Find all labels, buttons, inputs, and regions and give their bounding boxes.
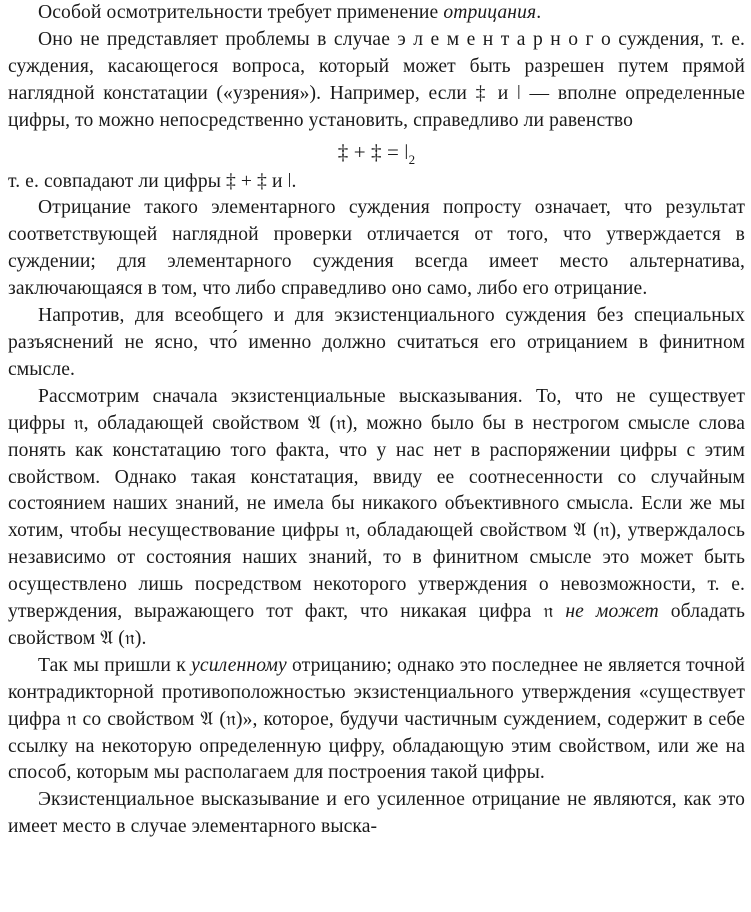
emphasis-text: не может — [565, 601, 659, 623]
paragraph — [8, 169, 745, 196]
paragraph — [8, 653, 745, 788]
paragraph-text: Экзистенциальное высказывание и его усиленное отрицание не являются, как это имеет место в случае элементарного выска- — [8, 789, 745, 838]
paragraph — [8, 195, 745, 303]
paragraph-text: Особой осмотрительности требует применение — [38, 2, 444, 23]
paragraph-text: . — [536, 2, 542, 23]
text-block-before-formula — [8, 0, 745, 135]
equation-subscript: 2 — [408, 151, 416, 167]
paragraph-text: отрицанию; однако это последнее не является точной контрадикторной противоположностью экзистенциального утверждения «существует цифра 𝔫 со свойством 𝔄 (𝔫)», которое, будучи частичным суждением, содержит в себе ссылку на некоторую определенную цифру, обладающую этим свойством, или же на способ, которым мы располагаем для построения такой цифры. — [8, 654, 745, 784]
paragraph-text: обладать свойством 𝔄 (𝔫). — [8, 601, 745, 649]
paragraph-text: Так мы пришли к — [38, 654, 192, 676]
paragraph — [8, 787, 745, 841]
paragraph-text: Отрицание такого элементарного суждения попросту означает, что результат соответствующей наглядной проверки отличается от того, что утверждается в суждении; для элементарного суждения всегда имеет место альтернатива, заключающаяся в том, что либо справедливо оно само, либо его отрицание. — [8, 197, 745, 300]
paragraph — [8, 384, 745, 653]
paragraph — [8, 27, 745, 135]
text-block-after-formula — [8, 169, 745, 842]
paragraph — [8, 0, 745, 27]
paragraph — [8, 303, 745, 384]
emphasis-text: усиленному — [191, 654, 287, 676]
paragraph-text: т. е. совпадают ли цифры ‡ + ‡ и ǀ. — [8, 170, 297, 192]
paragraph-text: Напротив, для всеобщего и для экзистенциального суждения без специальных разъяснений не ясно, что́ именно должно считаться его отрицанием в финитном смысле. — [8, 305, 745, 380]
equation-text: ‡ + ‡ = ǀ — [337, 139, 409, 164]
paragraph-text: Оно не представляет проблемы в случае э л е м е н т а р н о г о суждения, т. е. суждения, касающегося вопроса, который может быть разрешен путем прямой наглядной констатации («узрения»). Например, если ‡ и ǀ — вполне определенные цифры, то можно непосредственно установить, справедливо ли равенство — [8, 28, 745, 131]
emphasis-text: отрицания — [443, 2, 537, 23]
equation — [8, 137, 745, 167]
paragraph-text: Рассмотрим сначала экзистенциальные высказывания. То, что не существует цифры 𝔫, обладающей свойством 𝔄 (𝔫), можно было бы в нестрогом смысле слова понять как констатацию того факта, что у нас нет в распоряжении цифры с этим свойством. Однако такая констатация, ввиду ее соотнесенности со случайным состоянием наших знаний, не имела бы никакого объективного смысла. Если же мы хотим, чтобы несуществование цифры 𝔫, обладающей свойством 𝔄 (𝔫), утверждалось независимо от состояния наших знаний, то в финитном смысле это может быть осуществлено лишь посредством некоторого утверждения о невозможности, т. е. утверждения, выражающего тот факт, что никакая цифра 𝔫 — [8, 385, 745, 623]
